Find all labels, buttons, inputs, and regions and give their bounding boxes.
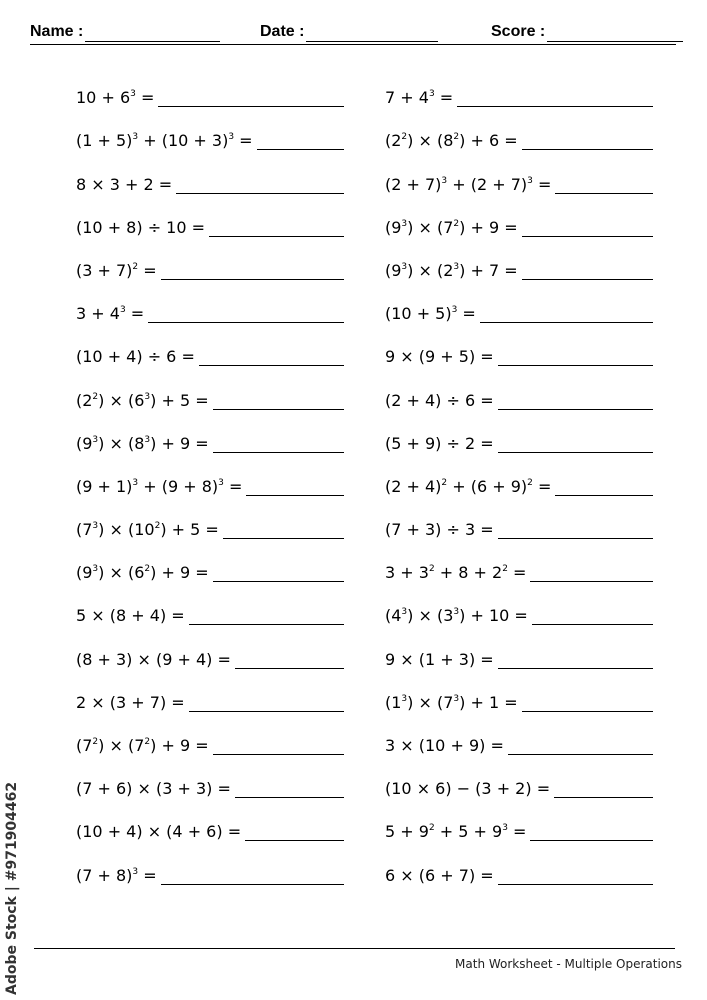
expression-text: ) + 9 = <box>150 433 209 453</box>
problem-expression <box>76 521 219 539</box>
problem-row <box>385 339 653 382</box>
problem-row <box>385 771 653 814</box>
expression-text: 9 × (1 + 3) = <box>385 649 494 669</box>
exponent: 3 <box>453 607 460 618</box>
answer-blank[interactable] <box>522 220 653 237</box>
exponent: 3 <box>401 607 408 618</box>
exponent: 3 <box>527 175 533 186</box>
answer-blank[interactable] <box>498 436 653 453</box>
answer-blank[interactable] <box>213 393 344 410</box>
expression-text: (9 <box>385 260 402 280</box>
problems-left-column <box>76 80 344 901</box>
expression-text: ) + 7 = <box>459 260 518 280</box>
expression-text: (9 + 1) <box>76 476 133 496</box>
expression-text: 6 × (6 + 7) = <box>385 865 494 885</box>
expression-text: = <box>135 88 155 108</box>
expression-text: = <box>507 563 527 583</box>
expression-text: = <box>434 88 454 108</box>
problem-row <box>76 382 344 425</box>
problem-expression <box>76 348 195 366</box>
worksheet-header <box>30 22 676 45</box>
problem-expression <box>385 392 494 410</box>
expression-text: + (10 + 3) <box>138 131 229 151</box>
problem-row <box>76 469 344 512</box>
answer-blank[interactable] <box>508 738 653 755</box>
problem-row <box>76 512 344 555</box>
problem-row <box>76 210 344 253</box>
problem-expression <box>385 564 526 582</box>
answer-blank[interactable] <box>498 652 653 669</box>
expression-text: (2 <box>385 131 402 151</box>
exponent: 2 <box>527 477 533 488</box>
expression-text: = <box>125 304 145 324</box>
exponent: 2 <box>144 737 151 747</box>
problems-right-column <box>385 80 653 901</box>
expression-text: = <box>532 476 552 496</box>
date-field <box>260 22 438 42</box>
expression-text: (1 + 5) <box>76 131 133 151</box>
exponent: 3 <box>451 305 458 316</box>
answer-blank[interactable] <box>522 263 653 280</box>
expression-text: = <box>457 304 476 324</box>
problem-row <box>76 685 344 728</box>
expression-text: (7 + 6) × (3 + 3) = <box>76 779 231 799</box>
expression-text: (2 + 4) ÷ 6 = <box>385 390 494 410</box>
problem-row <box>385 598 653 641</box>
expression-text: = <box>532 174 552 194</box>
problem-row <box>385 80 653 123</box>
expression-text: (9 <box>76 433 93 453</box>
expression-text: (3 + 7) <box>76 260 133 280</box>
problem-row <box>385 814 653 857</box>
expression-text: = <box>234 131 253 151</box>
expression-text: (10 + 8) ÷ 10 = <box>76 217 206 237</box>
answer-blank[interactable] <box>530 565 653 582</box>
expression-text: ) × (10 <box>98 520 155 540</box>
expression-text: 3 × (10 + 9) = <box>385 736 504 755</box>
answer-blank[interactable] <box>555 177 653 194</box>
expression-text: ) × (8 <box>98 433 145 453</box>
problem-expression <box>76 737 209 755</box>
expression-text: (7 <box>76 736 93 755</box>
expression-text: ) × (6 <box>98 390 145 410</box>
answer-blank[interactable] <box>246 479 344 496</box>
expression-text: = <box>507 822 527 842</box>
problem-expression <box>76 823 241 841</box>
expression-text: + (2 + 7) <box>447 174 528 194</box>
answer-blank[interactable] <box>189 608 344 625</box>
problem-row <box>76 728 344 771</box>
exponent: 3 <box>130 89 136 100</box>
problem-expression <box>385 521 494 539</box>
exponent: 3 <box>428 89 435 100</box>
answer-blank[interactable] <box>555 479 653 496</box>
problem-expression <box>76 694 185 712</box>
stock-watermark-id: Adobe Stock | #971904462 <box>4 781 20 995</box>
answer-blank[interactable] <box>532 608 653 625</box>
expression-text: ) + 1 = <box>459 692 518 712</box>
problem-expression <box>385 435 494 453</box>
expression-text: (7 <box>76 520 93 540</box>
problem-expression <box>76 651 231 669</box>
answer-blank[interactable] <box>498 868 653 885</box>
problem-expression <box>385 89 453 107</box>
expression-text: = <box>138 260 157 280</box>
problem-expression <box>385 348 494 366</box>
answer-blank[interactable] <box>213 436 344 453</box>
problem-expression <box>76 262 157 280</box>
expression-text: 8 × 3 + 2 = <box>76 174 173 194</box>
expression-text: + 5 + 9 <box>434 822 503 842</box>
problem-row <box>385 426 653 469</box>
problem-row <box>76 253 344 296</box>
exponent: 2 <box>428 823 435 834</box>
problem-expression <box>385 478 551 496</box>
problem-expression <box>385 823 526 841</box>
problem-row <box>385 382 653 425</box>
exponent: 2 <box>92 391 99 402</box>
problem-expression <box>385 305 476 323</box>
expression-text: ) + 6 = <box>459 131 518 151</box>
expression-text: (9 <box>385 217 402 237</box>
problem-row <box>76 598 344 641</box>
problem-expression <box>385 607 528 625</box>
problem-expression <box>76 132 253 150</box>
answer-blank[interactable] <box>158 90 344 107</box>
exponent: 2 <box>132 261 139 272</box>
answer-blank[interactable] <box>257 133 344 150</box>
exponent: 2 <box>453 132 460 143</box>
expression-text: = <box>223 476 243 496</box>
problem-row <box>76 426 344 469</box>
expression-text: 10 + 6 <box>76 88 131 108</box>
problem-row <box>385 123 653 166</box>
expression-text: 7 + 4 <box>385 88 429 108</box>
problem-row <box>385 210 653 253</box>
exponent: 3 <box>453 261 460 272</box>
problem-row <box>76 80 344 123</box>
expression-text: 9 × (9 + 5) = <box>385 347 494 367</box>
expression-text: ) × (6 <box>98 563 145 583</box>
problem-expression <box>385 737 504 755</box>
problem-expression <box>76 607 185 625</box>
answer-blank[interactable] <box>522 695 653 712</box>
expression-text: ) × (7 <box>407 217 454 237</box>
expression-text: (10 + 4) × (4 + 6) = <box>76 822 242 842</box>
exponent: 2 <box>428 564 435 575</box>
footer-title: Math Worksheet - Multiple Operations <box>455 957 682 971</box>
problem-row <box>385 296 653 339</box>
answer-blank[interactable] <box>530 824 653 841</box>
problem-row <box>76 814 344 857</box>
expression-text: ) + 5 = <box>150 390 209 410</box>
answer-blank[interactable] <box>235 781 344 798</box>
expression-text: ) + 9 = <box>150 563 209 583</box>
answer-blank[interactable] <box>457 90 653 107</box>
answer-blank[interactable] <box>480 306 653 323</box>
expression-text: (9 <box>76 563 93 583</box>
expression-text: (8 + 3) × (9 + 4) = <box>76 649 231 669</box>
problem-row <box>76 857 344 900</box>
exponent: 3 <box>218 477 224 488</box>
problem-row <box>385 555 653 598</box>
footer-divider <box>34 948 675 949</box>
exponent: 2 <box>401 132 408 143</box>
expression-text: (2 + 4) <box>385 476 442 496</box>
answer-blank[interactable] <box>189 695 344 712</box>
problem-expression <box>385 867 494 885</box>
problem-row <box>76 166 344 209</box>
problem-expression <box>76 478 242 496</box>
answer-blank[interactable] <box>209 220 344 237</box>
expression-text: (1 <box>385 692 402 712</box>
expression-text: (2 + 7) <box>385 174 442 194</box>
exponent: 3 <box>401 218 408 229</box>
score-field <box>491 22 683 42</box>
exponent: 3 <box>132 477 139 488</box>
problem-expression <box>76 305 144 323</box>
problem-row <box>385 685 653 728</box>
exponent: 3 <box>144 434 151 445</box>
problem-expression <box>385 780 550 798</box>
answer-blank[interactable] <box>554 781 653 798</box>
exponent: 3 <box>132 132 139 143</box>
exponent: 2 <box>502 564 508 575</box>
problem-expression <box>76 89 154 107</box>
exponent: 3 <box>92 521 99 532</box>
problem-expression <box>76 219 205 237</box>
exponent: 3 <box>441 175 448 186</box>
expression-text: ) + 9 = <box>459 217 518 237</box>
problem-expression <box>76 780 231 798</box>
expression-text: ) × (7 <box>407 692 454 712</box>
problem-expression <box>385 694 518 712</box>
exponent: 3 <box>228 132 235 143</box>
exponent: 3 <box>92 434 99 445</box>
answer-blank[interactable] <box>176 177 344 194</box>
name-field <box>30 22 220 42</box>
expression-text: ) × (2 <box>407 260 454 280</box>
exponent: 3 <box>453 693 460 704</box>
problem-row <box>76 771 344 814</box>
problem-row <box>385 166 653 209</box>
exponent: 3 <box>502 823 508 834</box>
expression-text: (5 + 9) ÷ 2 = <box>385 433 494 453</box>
expression-text: (10 + 5) <box>385 304 452 324</box>
score-label: Score : <box>491 23 546 40</box>
answer-blank[interactable] <box>161 263 344 280</box>
expression-text: + (6 + 9) <box>447 476 528 496</box>
exponent: 3 <box>132 866 139 877</box>
problem-row <box>76 339 344 382</box>
problem-row <box>76 123 344 166</box>
answer-blank[interactable] <box>213 565 344 582</box>
expression-text: (4 <box>385 606 402 626</box>
problem-expression <box>385 262 518 280</box>
answer-blank[interactable] <box>245 824 344 841</box>
problem-row <box>385 512 653 555</box>
answer-blank[interactable] <box>498 393 653 410</box>
problem-row <box>385 857 653 900</box>
answer-blank[interactable] <box>498 349 653 366</box>
problem-row <box>385 469 653 512</box>
exponent: 2 <box>453 218 460 229</box>
problem-row <box>76 641 344 684</box>
expression-text: ) + 5 = <box>160 520 219 540</box>
problem-row <box>385 641 653 684</box>
problem-row <box>76 555 344 598</box>
exponent: 3 <box>401 261 408 272</box>
exponent: 3 <box>119 305 126 316</box>
name-label: Name : <box>30 23 84 40</box>
expression-text: ) × (8 <box>407 131 454 151</box>
answer-blank[interactable] <box>148 306 344 323</box>
expression-text: + 8 + 2 <box>434 563 503 583</box>
exponent: 3 <box>401 693 408 704</box>
exponent: 3 <box>92 564 99 575</box>
exponent: 2 <box>92 737 99 747</box>
expression-text: (2 <box>76 390 93 410</box>
answer-blank[interactable] <box>522 133 653 150</box>
exponent: 2 <box>144 564 151 575</box>
answer-blank[interactable] <box>235 652 344 669</box>
date-label: Date : <box>260 23 305 40</box>
date-blank[interactable] <box>306 25 438 42</box>
expression-text: ) + 10 = <box>459 606 528 626</box>
problem-expression <box>385 219 518 237</box>
problem-expression <box>385 176 551 194</box>
expression-text: (10 × 6) − (3 + 2) = <box>385 779 551 799</box>
expression-text: = <box>138 865 157 885</box>
expression-text: (7 + 8) <box>76 865 133 885</box>
problem-expression <box>385 651 494 669</box>
expression-text: 5 × (8 + 4) = <box>76 606 185 626</box>
problem-row <box>385 728 653 771</box>
problem-expression <box>76 176 172 194</box>
exponent: 2 <box>154 521 161 532</box>
name-blank[interactable] <box>85 25 220 42</box>
answer-blank[interactable] <box>199 349 344 366</box>
problem-expression <box>76 435 209 453</box>
answer-blank[interactable] <box>223 522 344 539</box>
problem-row <box>385 253 653 296</box>
exponent: 3 <box>144 391 151 402</box>
expression-text: ) × (7 <box>98 736 145 755</box>
expression-text: 3 + 4 <box>76 304 120 324</box>
expression-text: ) × (3 <box>407 606 454 626</box>
answer-blank[interactable] <box>213 738 344 755</box>
problem-row <box>76 296 344 339</box>
expression-text: + (9 + 8) <box>138 476 219 496</box>
problem-expression <box>76 867 157 885</box>
problem-expression <box>76 564 209 582</box>
answer-blank[interactable] <box>498 522 653 539</box>
problem-expression <box>385 132 518 150</box>
expression-text: 3 + 3 <box>385 563 429 583</box>
problem-expression <box>76 392 209 410</box>
expression-text: 5 + 9 <box>385 822 429 842</box>
expression-text: (7 + 3) ÷ 3 = <box>385 520 494 540</box>
score-blank[interactable] <box>547 25 683 42</box>
expression-text: 2 × (3 + 7) = <box>76 692 185 712</box>
expression-text: (10 + 4) ÷ 6 = <box>76 347 195 367</box>
expression-text: ) + 9 = <box>150 736 209 755</box>
answer-blank[interactable] <box>161 868 344 885</box>
exponent: 2 <box>441 477 448 488</box>
